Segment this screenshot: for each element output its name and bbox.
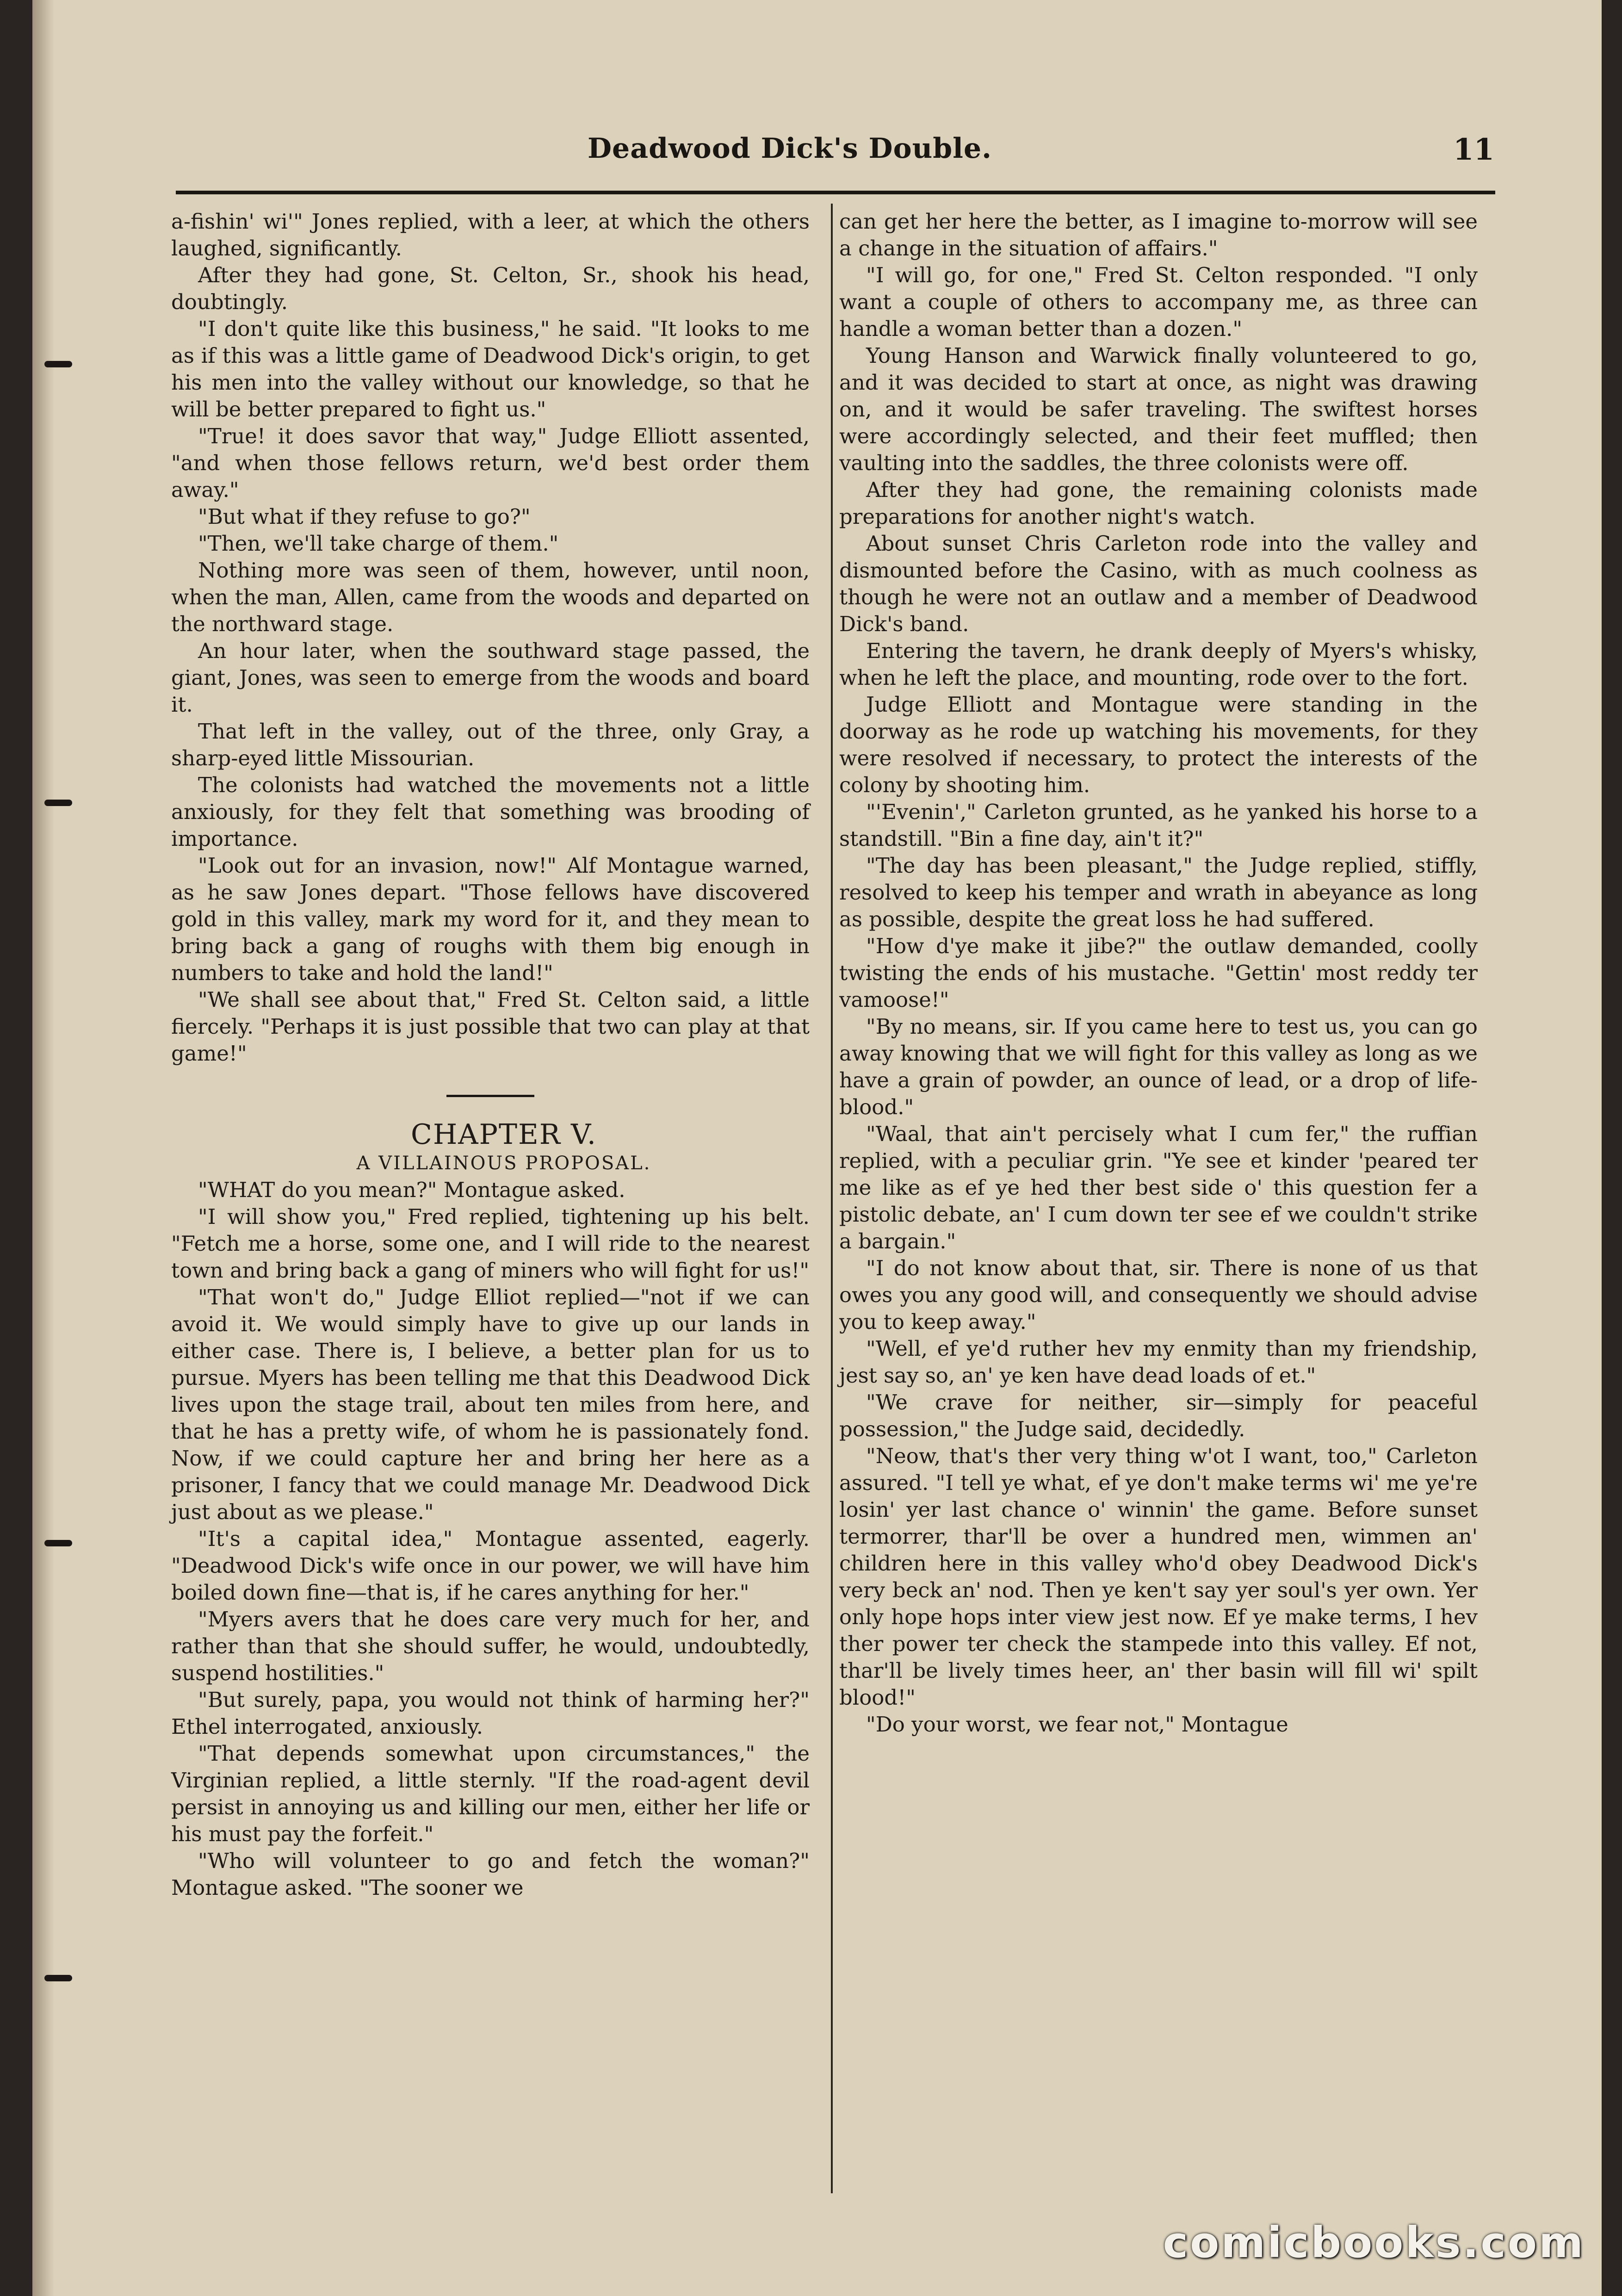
binding-stitch [44, 361, 72, 367]
page-header [171, 125, 1494, 180]
binding-stitch [44, 800, 72, 806]
paragraph: "Waal, that ain't percisely what I cum fer," the ruffian replied, with a peculiar grin. "Ye see et kinder 'peared ter me like as ef ye hed ther best side o' this question fer a pistolic debate, an' I cum down ter see ef we couldn't strike a bargain." [839, 1122, 1478, 1253]
paragraph: "I do not know about that, sir. There is none of us that owes you any good will, and consequently we should advise you to keep away." [839, 1256, 1478, 1334]
right-paragraphs [839, 208, 1478, 1738]
page-number: 11 [1453, 132, 1494, 167]
paragraph: "Neow, that's ther very thing w'ot I want, too," Carleton assured. "I tell ye what, ef ye don't make terms wi' me ye're losin' yer last chance o' winnin' the game. Before sunset termorrer, thar'll be over a hundred men, wimmen an' children here in this valley who'd obey Deadwood Dick's very beck an' nod. Then ye ken't say yer soul's yer own. Yer only hope hops inter view jest now. Ef ye make terms, I hev ther power ter check the stampede into this valley. Ef not, thar'll be lively times heer, an' ther basin will fill wi' spilt blood!" [839, 1444, 1478, 1710]
left-paragraphs-before [171, 208, 810, 1067]
paragraph: can get her here the better, as I imagine to-morrow will see a change in the situation of affairs." [839, 209, 1478, 261]
paragraph: "How d'ye make it jibe?" the outlaw demanded, coolly twisting the ends of his mustache. "Gettin' most reddy ter vamoose!" [839, 934, 1478, 1012]
paragraph: After they had gone, the remaining colonists made preparations for another night's watch. [839, 478, 1478, 529]
paragraph: Young Hanson and Warwick finally volunteered to go, and it was decided to start at once, as night was drawing on, and it would be safer traveling. The swiftest horses were accordingly selected, and their feet muffled; then vaulting into the saddles, the three colonists were off. [839, 343, 1478, 475]
column-divider [831, 204, 833, 2193]
binding-shadow [32, 0, 55, 2296]
paragraph: "But surely, papa, you would not think of harming her?" Ethel interrogated, anxiously. [171, 1688, 810, 1739]
chapter-subtitle: A VILLAINOUS PROPOSAL. [356, 1153, 651, 1174]
binding-stitch [44, 1975, 72, 1981]
paragraph: "But what if they refuse to go?" [198, 504, 531, 529]
paragraph: "Do your worst, we fear not," Montague [866, 1712, 1288, 1737]
paragraph: "That won't do," Judge Elliot replied—"not if we can avoid it. We would simply have to give up our lands in either case. There is, I believe, a better plan for us to pursue. Myers has been telling me that this Deadwood Dick lives upon the stage trail, about ten miles from here, and that he has a pretty wife, of whom he is passionately fond. Now, if we could capture her and bring her here as a prisoner, I fancy that we could manage Mr. Deadwood Dick just about as we please." [171, 1285, 810, 1524]
paragraph: Entering the tavern, he drank deeply of Myers's whisky, when he left the place, and mounting, rode over to the fort. [839, 639, 1478, 690]
paragraph: "Well, ef ye'd ruther hev my enmity than my friendship, jest say so, an' ye ken have dead loads of et." [839, 1336, 1478, 1388]
paragraph: "Myers avers that he does care very much for her, and rather than that she should suffer, he would, undoubtedly, suspend hostilities." [171, 1607, 810, 1685]
paragraph: "'Evenin'," Carleton grunted, as he yanked his horse to a standstill. "Bin a fine day, ain't it?" [839, 800, 1478, 851]
right-column [839, 208, 1478, 1738]
paragraph: "WHAT do you mean?" Montague asked. [198, 1178, 625, 1202]
paragraph: About sunset Chris Carleton rode into the valley and dismounted before the Casino, with as much coolness as though he were not an outlaw and a member of Deadwood Dick's band. [839, 531, 1478, 636]
paragraph: After they had gone, St. Celton, Sr., shook his head, doubtingly. [171, 263, 810, 314]
watermark-text: comicbooks.com [1163, 2218, 1585, 2267]
running-title: Deadwood Dick's Double. [588, 132, 992, 165]
paragraph: "We crave for neither, sir—simply for peaceful possession," the Judge said, decidedly. [839, 1390, 1478, 1441]
left-column [171, 208, 810, 1901]
paragraph: "True! it does savor that way," Judge Elliott assented, "and when those fellows return, we'd best order them away." [171, 424, 810, 502]
paragraph: "It's a capital idea," Montague assented, eagerly. "Deadwood Dick's wife once in our power, we will have him boiled down fine—that is, if he cares anything for her." [171, 1527, 810, 1605]
paragraph: "I don't quite like this business," he said. "It looks to me as if this was a little game of Deadwood Dick's origin, to get his men into the valley without our knowledge, so that he will be better prepared to fight us." [171, 316, 810, 422]
paragraph: "That depends somewhat upon circumstances," the Virginian replied, a little sternly. "If the road-agent devil persist in annoying us and killing our men, either her life or his must pay the forfeit." [171, 1741, 810, 1846]
paragraph: a-fishin' wi'" Jones replied, with a leer, at which the others laughed, significantly. [171, 209, 810, 261]
paragraph: "By no means, sir. If you came here to test us, you can go away knowing that we will fight for this valley as long as we have a grain of powder, an ounce of lead, or a drop of life-blood." [839, 1014, 1478, 1119]
chapter-title: CHAPTER V. [411, 1118, 597, 1151]
paragraph: "Then, we'll take charge of them." [198, 531, 559, 556]
paragraph: An hour later, when the southward stage passed, the giant, Jones, was seen to emerge from the woods and board it. [171, 639, 810, 717]
paragraph: "I will go, for one," Fred St. Celton responded. "I only want a couple of others to accompany me, as three can handle a woman better than a dozen." [839, 263, 1478, 341]
paragraph: Judge Elliott and Montague were standing in the doorway as he rode up watching his movements, for they were resolved if necessary, to protect the interests of the colony by shooting him. [839, 692, 1478, 797]
paragraph: The colonists had watched the movements not a little anxiously, for they felt that something was brooding of importance. [171, 773, 810, 851]
paragraph: That left in the valley, out of the three, only Gray, a sharp-eyed little Missourian. [171, 719, 810, 770]
paragraph: "We shall see about that," Fred St. Celton said, a little fiercely. "Perhaps it is just possible that two can play at that game!" [171, 987, 810, 1066]
left-paragraphs-after [171, 1177, 810, 1901]
paragraph: "I will show you," Fred replied, tightening up his belt. "Fetch me a horse, some one, and I will ride to the nearest town and bring back a gang of miners who will fight for us!" [171, 1204, 810, 1283]
paragraph: "Look out for an invasion, now!" Alf Montague warned, as he saw Jones depart. "Those fellows have discovered gold in this valley, mark my word for it, and they mean to bring back a gang of roughs with them big enough in numbers to take and hold the land!" [171, 853, 810, 985]
chapter-rule [446, 1095, 534, 1097]
paragraph: "The day has been pleasant," the Judge replied, stiffly, resolved to keep his temper and wrath in abeyance as long as possible, despite the great loss he had suffered. [839, 853, 1478, 931]
header-rule [176, 191, 1495, 194]
paragraph: "Who will volunteer to go and fetch the woman?" Montague asked. "The sooner we [171, 1849, 810, 1900]
binding-stitch [44, 1540, 72, 1546]
paragraph: Nothing more was seen of them, however, until noon, when the man, Allen, came from the woods and departed on the northward stage. [171, 558, 810, 636]
